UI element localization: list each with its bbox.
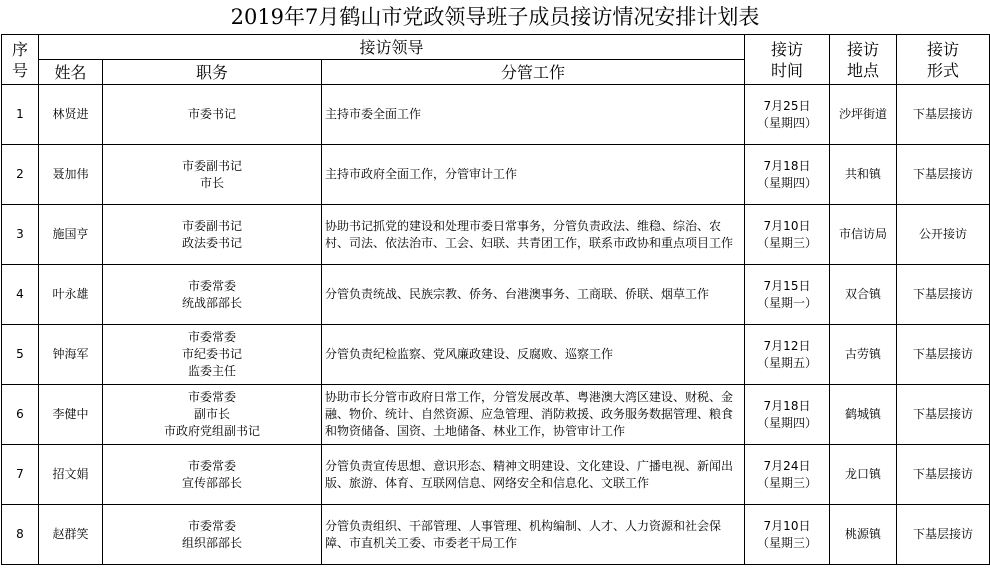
schedule-table bbox=[1, 34, 990, 565]
row-name: 招文娟 bbox=[39, 445, 103, 505]
table-row bbox=[2, 265, 990, 325]
row-form: 下基层接访 bbox=[897, 145, 990, 205]
header-seq: 序 号 bbox=[2, 35, 39, 85]
header-form: 接访 形式 bbox=[897, 35, 990, 85]
row-form: 下基层接访 bbox=[897, 445, 990, 505]
row-time: 7月24日 （星期三） bbox=[745, 445, 830, 505]
row-position: 市委常委 统战部部长 bbox=[103, 265, 322, 325]
row-form: 公开接访 bbox=[897, 205, 990, 265]
header-place: 接访 地点 bbox=[830, 35, 897, 85]
table-row bbox=[2, 445, 990, 505]
table-row bbox=[2, 85, 990, 145]
row-position: 市委常委 副市长 市政府党组副书记 bbox=[103, 385, 322, 445]
row-duty: 协助市长分管市政府日常工作，分管发展改革、粤港澳大湾区建设、财税、金融、物价、统计、自然资源、应急管理、消防救援、政务服务数据管理、粮食和物资储备、国资、土地储备、林业工作，协管审计工作 bbox=[322, 385, 745, 445]
header-row-top bbox=[2, 35, 990, 60]
row-time: 7月15日 （星期一） bbox=[745, 265, 830, 325]
row-seq: 4 bbox=[2, 265, 39, 325]
row-name: 钟海军 bbox=[39, 325, 103, 385]
row-time: 7月18日 （星期四） bbox=[745, 145, 830, 205]
row-time: 7月12日 （星期五） bbox=[745, 325, 830, 385]
row-duty: 分管负责纪检监察、党风廉政建设、反腐败、巡察工作 bbox=[322, 325, 745, 385]
row-place: 市信访局 bbox=[830, 205, 897, 265]
row-place: 双合镇 bbox=[830, 265, 897, 325]
row-time: 7月25日 （星期四） bbox=[745, 85, 830, 145]
row-position: 市委书记 bbox=[103, 85, 322, 145]
row-duty: 协助书记抓党的建设和处理市委日常事务，分管负责政法、维稳、综治、农村、司法、依法治市、工会、妇联、共青团工作，联系市政协和重点项目工作 bbox=[322, 205, 745, 265]
header-time: 接访 时间 bbox=[745, 35, 830, 85]
row-name: 李健中 bbox=[39, 385, 103, 445]
page-title: 2019年7月鹤山市党政领导班子成员接访情况安排计划表 bbox=[230, 5, 760, 29]
header-position: 职务 bbox=[103, 60, 322, 85]
row-form: 下基层接访 bbox=[897, 385, 990, 445]
header-name: 姓名 bbox=[39, 60, 103, 85]
row-name: 林贤进 bbox=[39, 85, 103, 145]
row-form: 下基层接访 bbox=[897, 505, 990, 565]
table-row bbox=[2, 505, 990, 565]
row-seq: 6 bbox=[2, 385, 39, 445]
row-duty: 分管负责统战、民族宗教、侨务、台港澳事务、工商联、侨联、烟草工作 bbox=[322, 265, 745, 325]
table-row bbox=[2, 325, 990, 385]
row-place: 古劳镇 bbox=[830, 325, 897, 385]
row-seq: 1 bbox=[2, 85, 39, 145]
row-name: 赵群笑 bbox=[39, 505, 103, 565]
table-row bbox=[2, 385, 990, 445]
row-time: 7月10日 （星期三） bbox=[745, 505, 830, 565]
row-duty: 分管负责组织、干部管理、人事管理、机构编制、人才、人力资源和社会保障、市直机关工委、市委老干局工作 bbox=[322, 505, 745, 565]
row-time: 7月10日 （星期三） bbox=[745, 205, 830, 265]
row-seq: 5 bbox=[2, 325, 39, 385]
row-duty: 主持市政府全面工作，分管审计工作 bbox=[322, 145, 745, 205]
row-seq: 2 bbox=[2, 145, 39, 205]
header-leader-group: 接访领导 bbox=[39, 35, 745, 60]
row-position: 市委常委 组织部部长 bbox=[103, 505, 322, 565]
row-seq: 7 bbox=[2, 445, 39, 505]
row-place: 桃源镇 bbox=[830, 505, 897, 565]
row-form: 下基层接访 bbox=[897, 265, 990, 325]
row-place: 龙口镇 bbox=[830, 445, 897, 505]
row-seq: 8 bbox=[2, 505, 39, 565]
row-name: 施国亨 bbox=[39, 205, 103, 265]
row-position: 市委常委 市纪委书记 监委主任 bbox=[103, 325, 322, 385]
row-seq: 3 bbox=[2, 205, 39, 265]
row-form: 下基层接访 bbox=[897, 85, 990, 145]
row-place: 沙坪街道 bbox=[830, 85, 897, 145]
row-name: 聂加伟 bbox=[39, 145, 103, 205]
table-row bbox=[2, 145, 990, 205]
row-name: 叶永雄 bbox=[39, 265, 103, 325]
row-position: 市委常委 宣传部部长 bbox=[103, 445, 322, 505]
row-time: 7月18日 （星期四） bbox=[745, 385, 830, 445]
row-position: 市委副书记 政法委书记 bbox=[103, 205, 322, 265]
row-position: 市委副书记 市长 bbox=[103, 145, 322, 205]
row-duty: 分管负责宣传思想、意识形态、精神文明建设、文化建设、广播电视、新闻出版、旅游、体育、互联网信息、网络安全和信息化、文联工作 bbox=[322, 445, 745, 505]
row-duty: 主持市委全面工作 bbox=[322, 85, 745, 145]
row-place: 共和镇 bbox=[830, 145, 897, 205]
row-form: 下基层接访 bbox=[897, 325, 990, 385]
row-place: 鹤城镇 bbox=[830, 385, 897, 445]
header-duty: 分管工作 bbox=[322, 60, 745, 85]
table-row bbox=[2, 205, 990, 265]
